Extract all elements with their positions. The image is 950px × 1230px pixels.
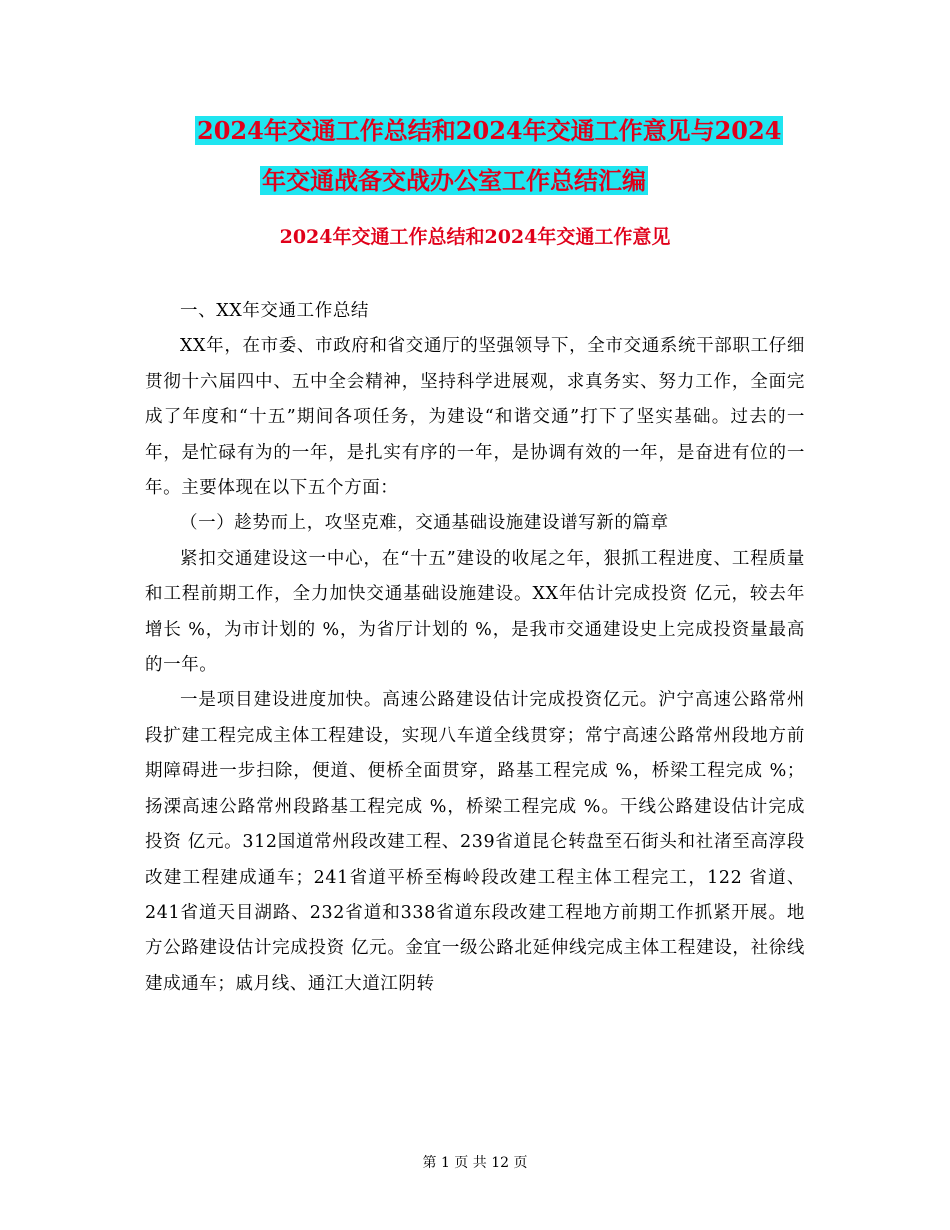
body-paragraph: 一是项目建设进度加快。高速公路建设估计完成投资亿元。沪宁高速公路常州段扩建工程完成主体工程建设，实现八车道全线贯穿；常宁高速公路常州段地方前期障碍进一步扫除，便道、便桥全面贯穿，路基工程完成 %，桥梁工程完成 %；扬溧高速公路常州段路基工程完成 %，桥梁工程完成 %。干线公路建设估计完成投资 亿元。312国道常州段改建工程、239省道昆仑转盘至石街头和社渚至高淳段改建工程建成通车；241省道平桥至梅岭段改建工程主体工程完工，122 省道、241省道天目湖路、232省道和338省道东段改建工程地方前期工作抓紧开展。地方公路建设估计完成投资 亿元。金宜一级公路北延伸线完成主体工程建设，社徐线建成通车；戚月线、通江大道江阴转 [145, 690, 805, 994]
subsection-heading: （一）趁势而上，攻坚克难，交通基础设施建设谱写新的篇章 [180, 513, 669, 534]
page-indicator: 第 1 页 共 12 页 [422, 1155, 528, 1171]
document-body [145, 294, 805, 1002]
title-line-1: 2024年交通工作总结和2024年交通工作意见与2024 [197, 116, 782, 145]
document-subtitle: 2024年交通工作总结和2024年交通工作意见 [279, 226, 671, 248]
section-heading: 一、XX年交通工作总结 [180, 301, 370, 321]
body-paragraph: XX年，在市委、市政府和省交通厅的坚强领导下，全市交通系统干部职工仔细贯彻十六届四中、五中全会精神，坚持科学进展观，求真务实、努力工作，全面完成了年度和“十五”期间各项任务，为建设“和谐交通”打下了坚实基础。过去的一年，是忙碌有为的一年，是扎实有序的一年，是协调有效的一年，是奋进有位的一年。主要体现在以下五个方面： [145, 336, 805, 499]
title-line-2: 年交通战备交战办公室工作总结汇编 [262, 166, 646, 195]
document-title [0, 108, 950, 204]
body-paragraph: 紧扣交通建设这一中心，在“十五”建设的收尾之年，狠抓工程进度、工程质量和工程前期工作，全力加快交通基础设施建设。XX年估计完成投资 亿元，较去年增长 %，为市计划的 %，为省厅计划的 %，是我市交通建设史上完成投资量最高的一年。 [145, 548, 805, 676]
